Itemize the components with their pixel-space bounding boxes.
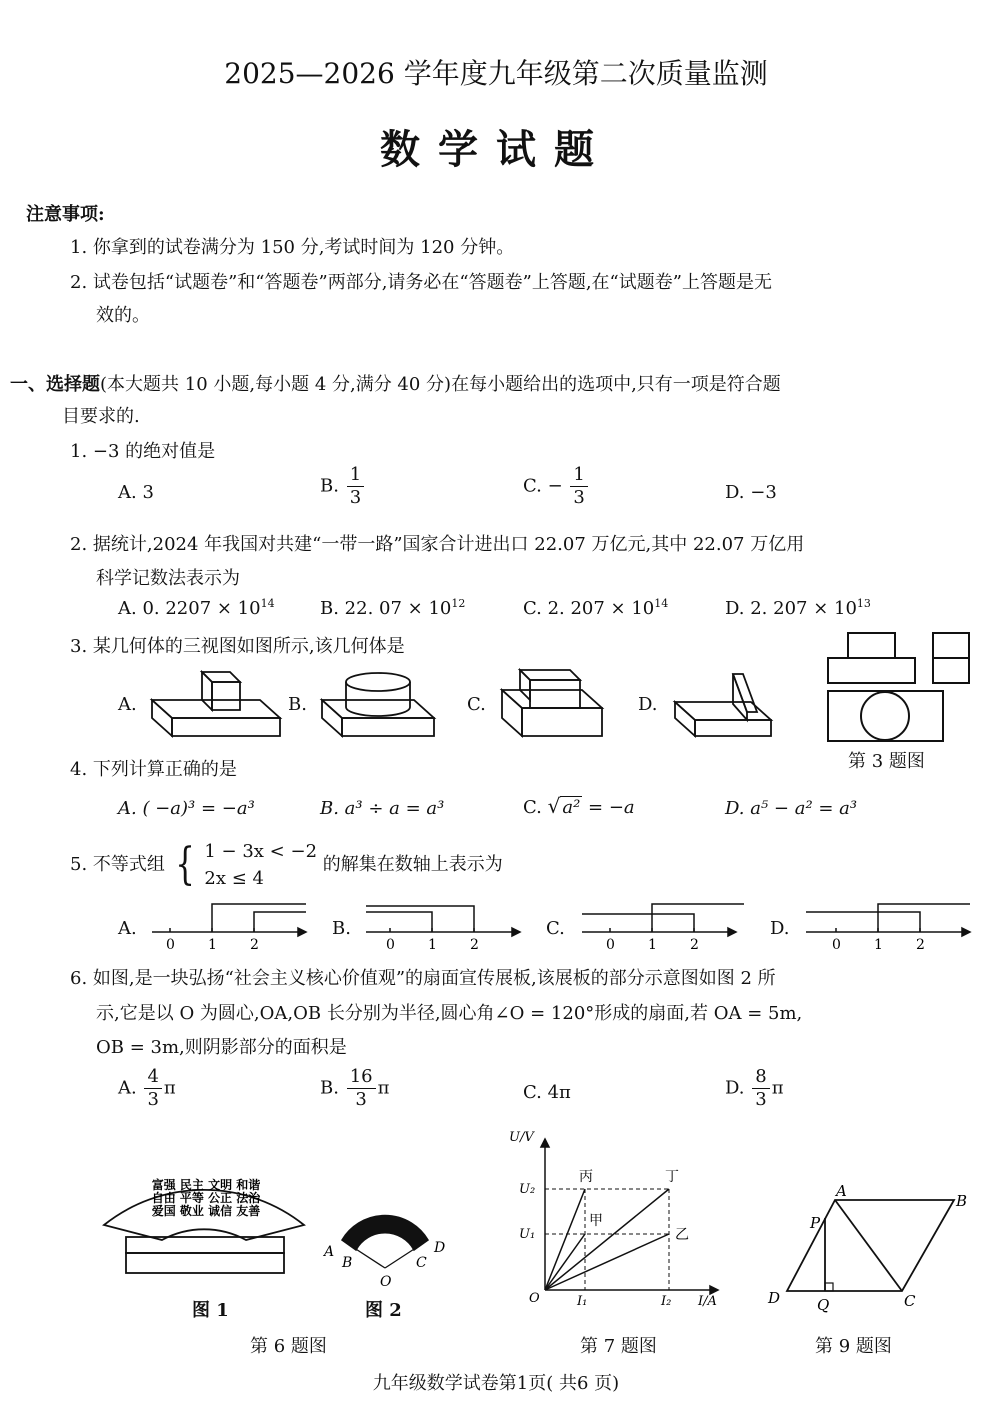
q3-solid-b-figure — [310, 660, 440, 742]
svg-text:A: A — [836, 1182, 847, 1200]
q2-stem-line2: 科学记数法表示为 — [96, 568, 240, 589]
q3-three-views-figure — [825, 628, 975, 748]
q9-parallelogram-figure — [762, 1178, 977, 1313]
q4-stem: 4. 下列计算正确的是 — [70, 759, 237, 780]
q5-label-b: B. — [332, 918, 351, 939]
svg-text:2: 2 — [916, 937, 925, 952]
q6-option-c: C. 4π — [523, 1082, 571, 1103]
section1-intro-line2: 目要求的. — [62, 406, 140, 427]
q6-stem-line1: 6. 如图,是一块弘扬“社会主义核心价值观”的扇面宣传展板,该展板的部分示意图如图 2 所 — [70, 968, 776, 989]
q2-option-d: D. 2. $207 \times 10^{13}$ — [725, 597, 871, 619]
section1-intro-text: (本大题共 10 小题,每小题 4 分,满分 40 分)在每小题给出的选项中,只有一项是符合题 — [100, 374, 781, 395]
exam-subtitle: 数学试题 — [380, 126, 612, 173]
notice-item-1: 1. 你拿到的试卷满分为 150 分,考试时间为 120 分钟。 — [70, 237, 515, 258]
svg-text:0: 0 — [606, 937, 615, 952]
fraction: $\frac{1}{3}$ — [570, 466, 587, 507]
q5-numberline-a — [148, 900, 308, 952]
q6-stem-line2: 示,它是以 O 为圆心,OA,OB 长分别为半径,圆心角∠O = 120°形成的扇面,若 OA = 5m, — [96, 1003, 803, 1024]
q6-option-a: A. $\frac{4}{3}$ π — [118, 1066, 176, 1110]
q4-option-c: C. √ a² = −a — [523, 794, 635, 818]
svg-text:C: C — [416, 1255, 427, 1271]
q3-solid-a-figure — [140, 660, 290, 742]
svg-text:丁: 丁 — [665, 1169, 679, 1185]
svg-text:U₁: U₁ — [519, 1227, 536, 1242]
svg-text:U/V: U/V — [509, 1130, 534, 1145]
svg-text:0: 0 — [166, 937, 175, 952]
svg-text:1: 1 — [428, 937, 437, 952]
q3-label-a: A. — [118, 694, 137, 715]
fraction: $\frac{8}{3}$ — [752, 1068, 769, 1109]
svg-text:0: 0 — [832, 937, 841, 952]
q6-figure-caption: 第 6 题图 — [250, 1336, 327, 1357]
fraction: $\frac{1}{3}$ — [347, 466, 364, 507]
svg-text:0: 0 — [386, 937, 395, 952]
svg-text:富强 民主 文明 和谐: 富强 民主 文明 和谐 — [151, 1178, 261, 1192]
q3-solid-c-figure — [490, 660, 615, 742]
radical-sign-icon: √ — [547, 794, 561, 818]
svg-text:B: B — [342, 1255, 353, 1271]
q6-fig1-fan-board — [96, 1140, 316, 1290]
svg-text:U₂: U₂ — [519, 1182, 536, 1197]
q4-option-a: A. ( −a)³ = −a³ — [118, 798, 255, 819]
q5-numberline-b — [362, 900, 522, 952]
q1-option-a: A. 3 — [118, 482, 154, 503]
q3-solid-d-figure — [665, 660, 780, 742]
svg-text:D: D — [434, 1240, 446, 1256]
q9-figure-caption: 第 9 题图 — [815, 1336, 892, 1357]
q5-label-a: A. — [118, 918, 137, 939]
svg-text:乙: 乙 — [675, 1227, 689, 1243]
q7-figure-caption: 第 7 题图 — [580, 1336, 657, 1357]
svg-text:自由 平等 公正 法治: 自由 平等 公正 法治 — [151, 1191, 261, 1205]
svg-text:P: P — [810, 1214, 821, 1232]
q3-label-d: D. — [638, 694, 658, 715]
fraction: $\frac{16}{3}$ — [347, 1068, 376, 1109]
q5-label-d: D. — [770, 918, 790, 939]
notice-item-2-cont: 效的。 — [96, 305, 150, 326]
q2-stem-line1: 2. 据统计,2024 年我国对共建“一带一路”国家合计进出口 22.07 万亿元,其中 22.07 万亿用 — [70, 534, 805, 555]
svg-text:1: 1 — [874, 937, 883, 952]
q2-option-b: B. 22. $07 \times 10^{12}$ — [320, 597, 466, 619]
svg-text:甲: 甲 — [589, 1213, 603, 1229]
q6-fig2-label: 图 2 — [365, 1300, 402, 1321]
section1-heading: 一、选择题 — [10, 374, 100, 395]
svg-text:2: 2 — [250, 937, 259, 952]
q4-option-b: B. a³ ÷ a = a³ — [320, 798, 445, 819]
svg-text:D: D — [768, 1289, 781, 1307]
exam-title: 2025—2026 学年度九年级第二次质量监测 — [224, 57, 768, 90]
svg-text:爱国 敬业 诚信 友善: 爱国 敬业 诚信 友善 — [151, 1204, 261, 1218]
svg-text:O: O — [529, 1291, 540, 1306]
q3-figure-caption: 第 3 题图 — [848, 751, 925, 772]
svg-text:B: B — [956, 1192, 968, 1210]
notice-item-2: 2. 试卷包括“试题卷”和“答题卷”两部分,请务必在“答题卷”上答题,在“试题卷”上答题是无 — [70, 272, 772, 293]
q2-option-a: A. 0. $2207 \times 10^{14}$ — [118, 597, 275, 619]
svg-text:I₁: I₁ — [577, 1294, 588, 1309]
svg-text:1: 1 — [648, 937, 657, 952]
section1-intro — [10, 370, 781, 396]
svg-text:I₂: I₂ — [661, 1294, 672, 1309]
svg-text:2: 2 — [690, 937, 699, 952]
q3-stem: 3. 某几何体的三视图如图所示,该几何体是 — [70, 636, 405, 657]
q1-option-c: C. − $\frac{1}{3}$ — [523, 466, 590, 507]
q3-label-b: B. — [288, 694, 307, 715]
fraction: $\frac{4}{3}$ — [144, 1068, 161, 1109]
svg-text:丙: 丙 — [579, 1169, 593, 1185]
q1-option-d: D. −3 — [725, 482, 777, 503]
q4-option-d: D. a⁵ − a² = a³ — [725, 798, 858, 819]
q6-option-d: D. $\frac{8}{3}$ π — [725, 1066, 784, 1110]
page-footer: 九年级数学试卷第1页( 共6 页) — [372, 1373, 620, 1394]
svg-text:Q: Q — [817, 1296, 830, 1313]
q7-ui-graph — [505, 1125, 730, 1315]
q3-label-c: C. — [467, 694, 486, 715]
q5-numberline-d — [802, 900, 974, 952]
svg-text:2: 2 — [470, 937, 479, 952]
q6-option-b: B. $\frac{16}{3}$ π — [320, 1066, 390, 1110]
q5-label-c: C. — [546, 918, 565, 939]
q1-stem: 1. −3 的绝对值是 — [70, 441, 216, 462]
q6-fig1-label: 图 1 — [192, 1300, 229, 1321]
q1-option-b: B. $\frac{1}{3}$ — [320, 466, 366, 507]
q5-stem: 5. 不等式组 { 1 − 3x < −2 2x ≤ 4 的解集在数轴上表示为 — [70, 839, 503, 890]
brace-icon: { — [174, 839, 195, 890]
svg-text:1: 1 — [208, 937, 217, 952]
q2-option-c: C. 2. $207 \times 10^{14}$ — [523, 597, 669, 619]
notice-heading: 注意事项: — [26, 204, 105, 225]
q6-stem-line3: OB = 3m,则阴影部分的面积是 — [96, 1037, 347, 1058]
q5-numberline-c — [578, 900, 748, 952]
svg-text:I/A: I/A — [698, 1294, 717, 1309]
svg-text:C: C — [904, 1292, 916, 1310]
svg-text:O: O — [380, 1274, 392, 1290]
q6-fig2-sector — [320, 1196, 455, 1291]
inequality-system: 1 − 3x < −2 2x ≤ 4 — [204, 841, 318, 889]
svg-text:A: A — [324, 1244, 335, 1260]
